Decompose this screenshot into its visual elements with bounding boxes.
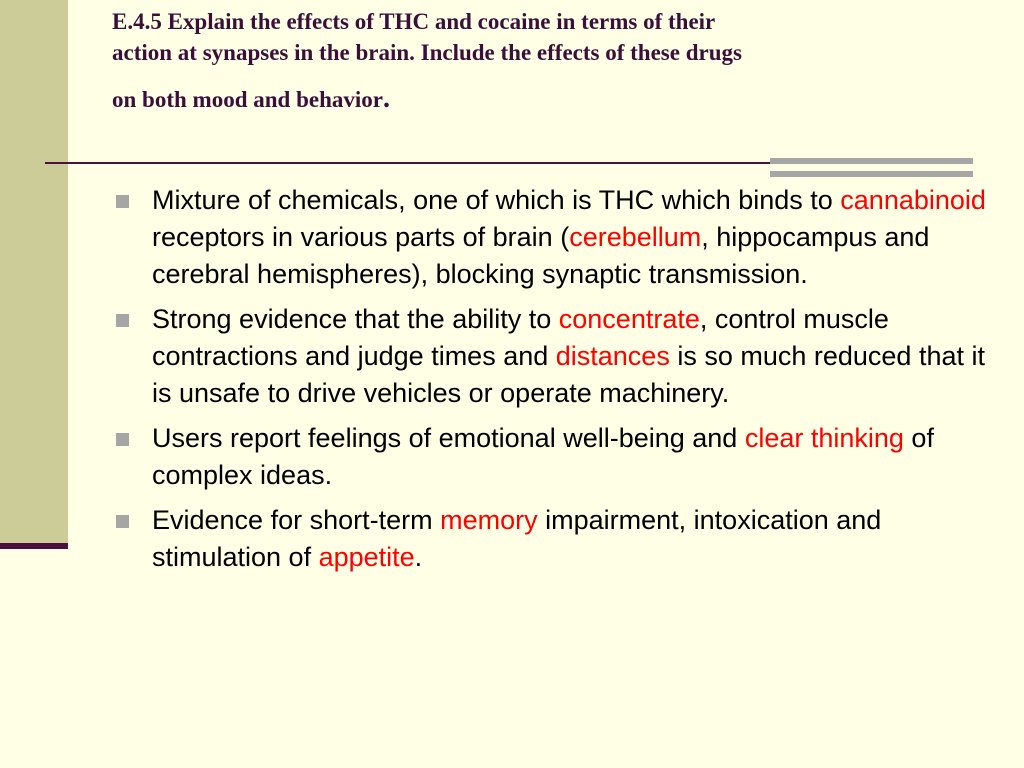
divider-gray-bar-bottom	[770, 171, 973, 177]
square-bullet-icon	[116, 195, 129, 208]
bullet-text: of complex ideas.	[152, 423, 934, 490]
highlighted-term: cannabinoid	[840, 185, 986, 215]
bullet-list	[112, 182, 992, 584]
bullet-text: Mixture of chemicals, one of which is THC which binds to	[152, 185, 841, 215]
bullet-item	[112, 420, 992, 494]
bullet-item	[112, 301, 992, 412]
highlighted-term: clear thinking	[744, 423, 904, 453]
highlighted-term: distances	[555, 341, 670, 371]
square-bullet-icon	[116, 515, 129, 528]
bullet-text: receptors in various parts of brain (	[152, 222, 570, 252]
bullet-text: Users report feelings of emotional well-being and	[152, 423, 745, 453]
side-decor-underline	[0, 543, 68, 549]
highlighted-term: concentrate	[558, 304, 700, 334]
title-line-1: E.4.5 Explain the effects of THC and cocaine in terms of their	[112, 9, 716, 34]
bullet-text: , hippocampus and cerebral hemispheres), blocking synaptic transmission.	[152, 222, 930, 289]
side-decor-panel	[0, 0, 68, 547]
title-period: .	[382, 83, 390, 114]
title-line-3-text: on both mood and behavior	[112, 87, 383, 112]
bullet-text: Evidence for short-term	[152, 505, 441, 535]
highlighted-term: appetite	[318, 542, 415, 572]
slide-title	[112, 6, 972, 115]
bullet-item	[112, 502, 992, 576]
title-divider	[45, 162, 770, 164]
square-bullet-icon	[116, 314, 129, 327]
bullet-text: , control muscle contractions and judge times and	[152, 304, 889, 371]
square-bullet-icon	[116, 433, 129, 446]
bullet-text: impairment, intoxication and stimulation of	[152, 505, 882, 572]
title-line-3	[112, 83, 972, 115]
highlighted-term: memory	[440, 505, 538, 535]
bullet-text: is so much reduced that it is unsafe to drive vehicles or operate machinery.	[152, 341, 985, 408]
divider-gray-bar-top	[770, 158, 973, 164]
highlighted-term: cerebellum	[569, 222, 702, 252]
title-line-2: action at synapses in the brain. Include the effects of these drugs	[112, 40, 742, 65]
bullet-text: .	[414, 542, 423, 572]
bullet-item	[112, 182, 992, 293]
bullet-text: Strong evidence that the ability to	[152, 304, 559, 334]
